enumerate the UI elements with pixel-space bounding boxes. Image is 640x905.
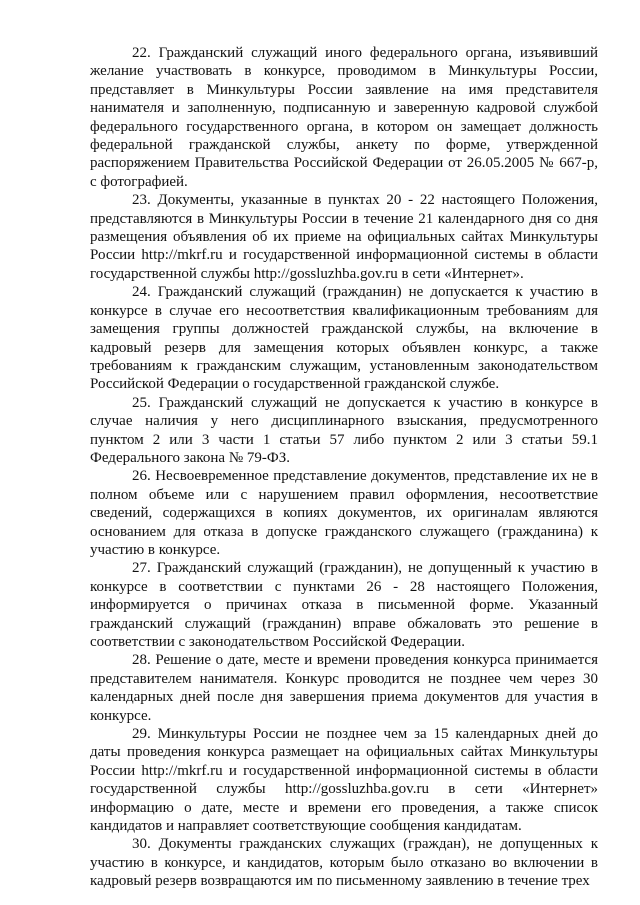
paragraph-26: 26. Несвоевременное представление документов, представление их не в полном объеме или с нарушением правил оформления, несоответствие сведений, содержащихся в копиях документов, их оригиналам являются основанием для отказа в допуске гражданского служащего (гражданина) к участию в конкурсе. bbox=[90, 468, 598, 558]
document-page bbox=[90, 44, 598, 891]
paragraph-22: 22. Гражданский служащий иного федерального органа, изъявивший желание участвовать в конкурсе, проводимом в Минкультуры России, представляет в Минкультуры России заявление на имя представителя нанимателя и заполненную, подписанную и заверенную кадровой службой федерального государственного органа, в котором он замещает должность федеральной гражданской службы, анкету по форме, утвержденной распоряжением Правительства Российской Федерации от 26.05.2005 № 667-р, с фотографией. bbox=[90, 45, 598, 190]
paragraph-24: 24. Гражданский служащий (гражданин) не допускается к участию в конкурсе в случае его несоответствия квалификационным требованиям для замещения группы должностей гражданской службы, на включение в кадровый резерв для замещения которых объявлен конкурс, а также требованиям к гражданским служащим, установленным законодательством Российской Федерации о государственной гражданской службе. bbox=[90, 284, 598, 393]
paragraph-29: 29. Минкультуры России не позднее чем за 15 календарных дней до даты проведения конкурса размещает на официальных сайтах Минкультуры России http://mkrf.ru и государственной информационной системы в области государственной службы http://gossluzhba.gov.ru в сети «Интернет» информацию о дате, месте и времени его проведения, а также список кандидатов и направляет соответствующие сообщения кандидатам. bbox=[90, 726, 598, 835]
paragraph-28: 28. Решение о дате, месте и времени проведения конкурса принимается представителем нанимателя. Конкурс проводится не позднее чем через 30 календарных дней после дня завершения приема документов для участия в конкурсе. bbox=[90, 652, 598, 724]
paragraph-27: 27. Гражданский служащий (гражданин), не допущенный к участию в конкурсе в соответствии с пунктами 26 - 28 настоящего Положения, информируется о причинах отказа в письменной форме. Указанный гражданский служащий (гражданин) вправе обжаловать это решение в соответствии с законодательством Российской Федерации. bbox=[90, 560, 598, 650]
paragraph-25: 25. Гражданский служащий не допускается к участию в конкурсе в случае наличия у него дисциплинарного взыскания, предусмотренного пунктом 2 или 3 части 1 статьи 57 либо пунктом 2 или 3 статьи 59.1 Федерального закона № 79-ФЗ. bbox=[90, 394, 598, 466]
paragraph-23: 23. Документы, указанные в пунктах 20 - 22 настоящего Положения, представляются в Минкультуры России в течение 21 календарного дня со дня размещения объявления об их приеме на официальных сайтах Минкультуры России http://mkrf.ru и государственной информационной системы в области государственной службы http://gossluzhba.gov.ru в сети «Интернет». bbox=[90, 192, 598, 282]
paragraph-30: 30. Документы гражданских служащих (граждан), не допущенных к участию в конкурсе, и кандидатов, которым было отказано во включении в кадровый резерв возвращаются им по письменному заявлению в течение трех bbox=[90, 836, 598, 890]
